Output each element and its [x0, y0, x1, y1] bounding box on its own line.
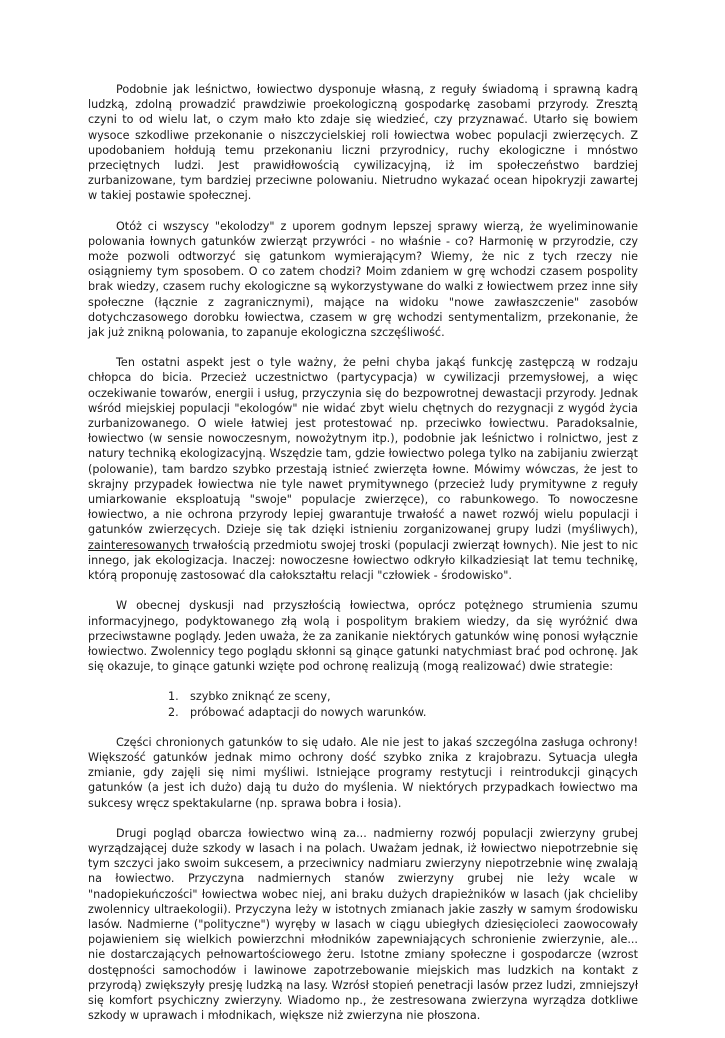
paragraph-3 — [88, 355, 638, 583]
paragraph-4: W obecnej dyskusji nad przyszłością łowiectwa, oprócz potężnego strumienia szumu informacyjnego, podyktowanego złą wolą i pospolitym brakiem wiedzy, da się wyróżnić dwa przeciwstawne poglądy. Jeden uważa, że za zanikanie niektórych gatunków winę ponosi wyłącznie łowiectwo. Zwolennicy tego poglądu skłonni są ginące gatunki natychmiast brać pod ochronę. Jak się okazuje, to ginące gatunki wzięte pod ochronę realizują (mogą realizować) dwie strategie: — [88, 599, 638, 674]
strategy-list — [88, 689, 638, 719]
paragraph-2: Otóż ci wszyscy "ekolodzy" z uporem godnym lepszej sprawy wierzą, że wyeliminowanie polowania łownych gatunków zwierząt przywróci - no właśnie - co? Harmonię w przyrodzie, czy może pozwoli odtworzyć się gatunkom wymierającym? Wiemy, że nic z tych rzeczy nie osiągniemy tym sposobem. O co zatem chodzi? Moim zdaniem w grę wchodzi czasem pospolity brak wiedzy, czasem ruchy ekologiczne są wykorzystywane do walki z łowiectwem przez inne siły społeczne (łącznie z zagranicznymi), mające na widoku "nowe zawłaszczenie" zasobów dotychczasowego dorobku łowiectwa, czasem w grę wchodzi sentymentalizm, przekonanie, że jak już znikną polowania, to zapanuje ekologiczna szczęśliwość. — [88, 219, 638, 340]
underlined-word: zainteresowanych — [88, 538, 190, 552]
list-item — [88, 689, 638, 704]
document-page — [88, 82, 638, 1038]
list-item — [88, 705, 638, 720]
paragraph-5: Części chronionych gatunków to się udało. Ale nie jest to jakaś szczególna zasługa ochrony! Większość gatunków jednak mimo ochrony dość szybko znika z krajobrazu. Sytuacja uległa zmianie, gdy zajęli się nimi myśliwi. Istniejące programy restytucji i reintrodukcji ginących gatunków (a jest ich dużo) dają tu dużo do myślenia. W niektórych przypadkach łowiectwo ma sukcesy wręcz spektakularne (np. sprawa bobra i łosia). — [88, 735, 638, 810]
list-number: 1. — [168, 690, 179, 704]
paragraph-3-text: Ten ostatni aspekt jest o tyle ważny, że pełni chyba jakąś funkcję zastępczą w rodzaju chłopca do bicia. Przecież uczestnictwo (partycypacja) w cywilizacji przemysłowej, a więc oczekiwanie towarów, energii i usług, przyczynia się do bezpowrotnej dewastacji przyrody. Jednak wśród miejskiej populacji "ekologów" nie widać zbyt wielu chętnych do rezygnacji z wygód życia zurbanizowanego. O wiele łatwiej jest protestować np. przeciwko łowiectwu. Paradoksalnie, łowiectwo (w sensie nowoczesnym, nowożytnym itp.), podobnie jak leśnictwo i rolnictwo, jest z natury techniką ekologizacyjną. Wszędzie tam, gdzie łowiectwo polega tylko na zabijaniu zwierząt (polowanie), tam bardzo szybko przestają istnieć zwierzęta łowne. Mówimy wówczas, że jest to skrajny przypadek łowiectwa nie tyle nawet prymitywnego (przecież ludy prymitywne z reguły umiarkowanie eksploatują "swoje" populacje zwierzęce), co rabunkowego. To nowoczesne łowiectwo, a nie ochrona przyrody lepiej gwarantuje trwałość a nawet rozwój wielu populacji i gatunków zwierzęcych. Dzieje się tak dzięki istnieniu zorganizowanej grupy ludzi (myśliwych), — [88, 356, 638, 537]
paragraph-3-tail: trwałością przedmiotu swojej troski (populacji zwierząt łownych). Nie jest to nic innego, jak ekologizacja. Inaczej: nowoczesne łowiectwo odkryło kilkadziesiąt lat temu technikę, którą proponuję zastosować dla całokształtu relacji "człowiek - środowisko". — [88, 538, 638, 583]
list-text: próbować adaptacji do nowych warunków. — [190, 705, 427, 719]
paragraph-6: Drugi pogląd obarcza łowiectwo winą za... nadmierny rozwój populacji zwierzyny grubej wyrządzającej duże szkody w lasach i na polach. Uważam jednak, iż łowiectwo niepotrzebnie się tym szczyci jako swoim sukcesem, a przeciwnicy nadmiaru zwierzyny niepotrzebnie winę zwalają na łowiectwo. Przyczyna nadmiernych stanów zwierzyny grubej nie leży wcale w "nadopiekuńczości" łowiectwa wobec niej, ani braku dużych drapieżników w lasach (jak chcieliby zwolennicy ultraekologii). Przyczyna leży w istotnych zmianach jakie zaszły w samym środowisku lasów. Nadmierne ("polityczne") wyręby w lasach w ciągu ubiegłych dziesięcioleci zaowocowały pojawieniem się wielkich powierzchni młodników zapewniających schronienie zwierzynie, ale... nie dostarczających pełnowartościowego żeru. Istotne zmiany społeczne i gospodarcze (wzrost dostępności samochodów i lawinowe zapotrzebowanie miejskich mas ludzkich na kontakt z przyrodą) zwiększyły presję ludzką na lasy. Wzrósł stopień penetracji lasów przez ludzi, zmniejszył się komfort psychiczny zwierzyny. Wiadomo np., że zestresowana zwierzyna wyrządza dotkliwe szkody w uprawach i młodnikach, większe niż zwierzyna nie płoszona. — [88, 826, 638, 1023]
list-text: szybko zniknąć ze sceny, — [190, 690, 331, 704]
paragraph-1: Podobnie jak leśnictwo, łowiectwo dysponuje własną, z reguły świadomą i sprawną kadrą ludzką, zdolną prowadzić prawdziwie proekologiczną gospodarkę zasobami przyrody. Zresztą czyni to od wielu lat, o czym mało kto zdaje się wiedzieć, czy przyznawać. Utarło się bowiem wysoce szkodliwe przekonanie o niszczycielskiej roli łowiectwa wobec populacji zwierzęcych. Z upodobaniem hołdują temu przekonaniu liczni przyrodnicy, ruchy ekologiczne i mnóstwo przeciętnych ludzi. Jest prawidłowością cywilizacyjną, iż im społeczeństwo bardziej zurbanizowane, tym bardziej przeciwne polowaniu. Nietrudno wykazać ocean hipokryzji zawartej w takiej postawie społecznej. — [88, 83, 638, 203]
list-number: 2. — [168, 705, 179, 719]
